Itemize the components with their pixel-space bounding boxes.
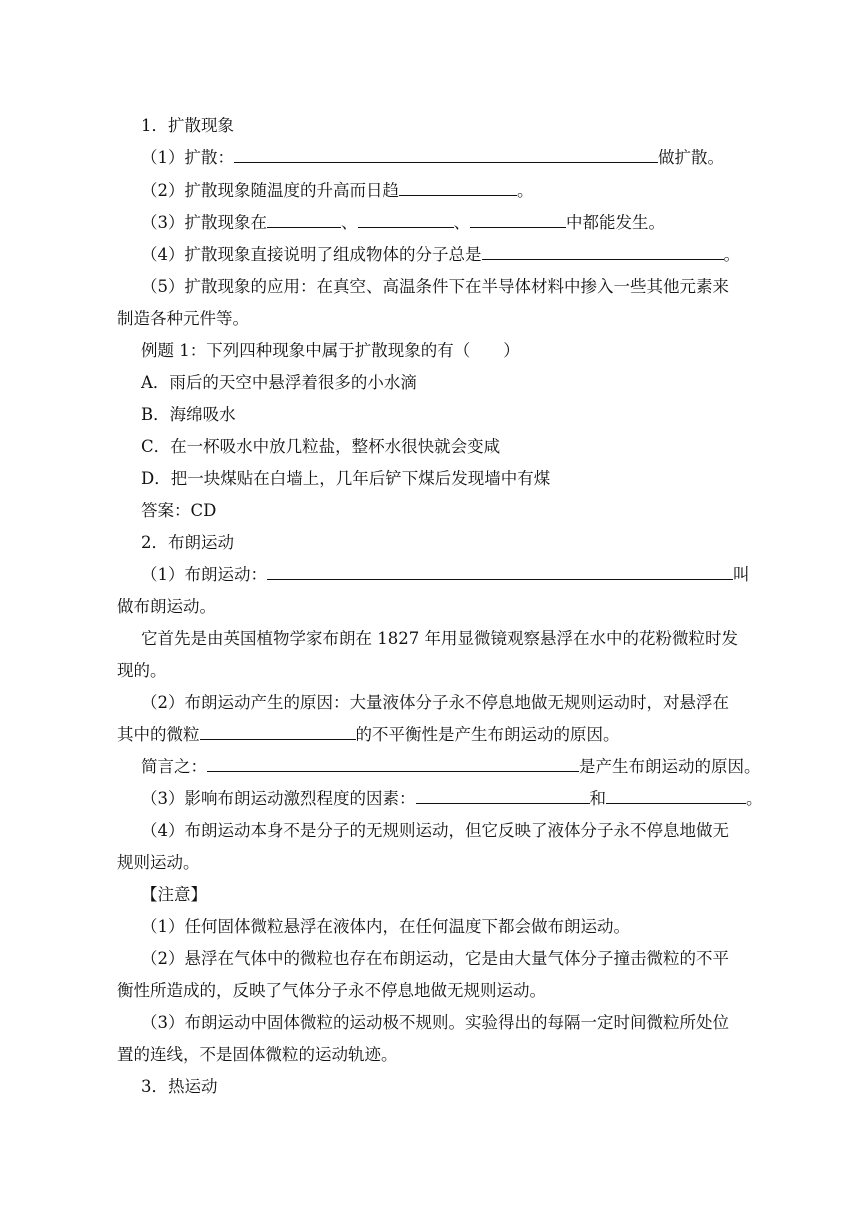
diffusion-item-2 [141,180,534,202]
section-heading-brownian: 2．布朗运动 [141,533,234,552]
item-text: 其中的微粒 [117,725,200,744]
brownian-item-2-line-2 [117,724,620,746]
item-text: 简言之： [141,757,207,776]
blank-line [358,212,454,228]
brownian-item-4-line-1: （4）布朗运动本身不是分子的无规则运动，但它反映了液体分子永不停息地做无 [141,821,729,840]
brownian-item-1 [141,564,750,586]
item-text: 。 [723,245,740,264]
diffusion-item-1 [141,147,724,169]
option-c: C．在一杯吸水中放几粒盐，整杯水很快就会变咸 [141,437,501,456]
item-text: 、 [453,213,470,232]
brownian-history-line-2: 现的。 [117,661,167,680]
option-b: B．海绵吸水 [141,405,236,424]
note-2-line-1: （2）悬浮在气体中的微粒也存在布朗运动，它是由大量气体分子撞击微粒的不平 [141,949,729,968]
blank-line [267,564,733,580]
item-text: （4）扩散现象直接说明了组成物体的分子总是 [141,245,482,264]
brownian-item-3 [141,788,763,810]
brownian-summary [141,756,761,778]
section-heading-thermal-motion: 3．热运动 [141,1077,218,1096]
diffusion-item-3 [141,212,665,234]
option-d: D．把一块煤贴在白墙上，几年后铲下煤后发现墙中有煤 [141,469,551,488]
blank-line [207,756,579,772]
blank-line [399,180,517,196]
note-heading: 【注意】 [141,885,207,904]
item-text: 的不平衡性是产生布朗运动的原因。 [355,725,620,744]
blank-line [267,212,341,228]
diffusion-item-5-line-2: 制造各种元件等。 [117,309,249,328]
item-text: 。 [746,789,763,808]
diffusion-item-5-line-1: （5）扩散现象的应用：在真空、高温条件下在半导体材料中掺入一些其他元素来 [141,277,729,296]
item-text: 和 [589,789,606,808]
note-2-line-2: 衡性所造成的，反映了气体分子永不停息地做无规则运动。 [117,981,546,1000]
brownian-item-1-line-2: 做布朗运动。 [117,597,216,616]
item-text: 是产生布朗运动的原因。 [579,757,761,776]
section-heading-diffusion: 1．扩散现象 [141,116,234,135]
diffusion-item-4 [141,244,740,266]
item-text: 叫 [733,565,750,584]
item-text: 中都能发生。 [566,213,665,232]
item-text: （2）扩散现象随温度的升高而日趋 [141,181,399,200]
item-text: （3）影响布朗运动激烈程度的因素： [141,789,416,808]
item-text: 。 [517,181,534,200]
brownian-item-4-line-2: 规则运动。 [117,853,200,872]
item-text: （1）扩散： [141,148,234,167]
item-text: 做扩散。 [658,148,724,167]
blank-line [200,724,356,740]
item-text: 、 [341,213,358,232]
blank-line [470,212,566,228]
item-text: （3）扩散现象在 [141,213,267,232]
note-3-line-1: （3）布朗运动中固体微粒的运动极不规则。实验得出的每隔一定时间微粒所处位 [141,1013,729,1032]
example-question: 例题 1：下列四种现象中属于扩散现象的有（ ） [141,341,520,360]
blank-line [606,788,746,804]
note-3-line-2: 置的连线，不是固体微粒的运动轨迹。 [117,1045,398,1064]
blank-line [416,788,590,804]
blank-line [234,147,658,163]
brownian-history-line-1: 它首先是由英国植物学家布朗在 1827 年用显微镜观察悬浮在水中的花粉微粒时发 [141,629,738,648]
option-a: A．雨后的天空中悬浮着很多的小水滴 [141,373,417,392]
blank-line [482,244,724,260]
note-1: （1）任何固体微粒悬浮在液体内，在任何温度下都会做布朗运动。 [141,917,630,936]
brownian-item-2-line-1: （2）布朗运动产生的原因：大量液体分子永不停息地做无规则运动时，对悬浮在 [141,693,729,712]
item-text: （1）布朗运动： [141,565,267,584]
answer: 答案：CD [141,501,217,520]
